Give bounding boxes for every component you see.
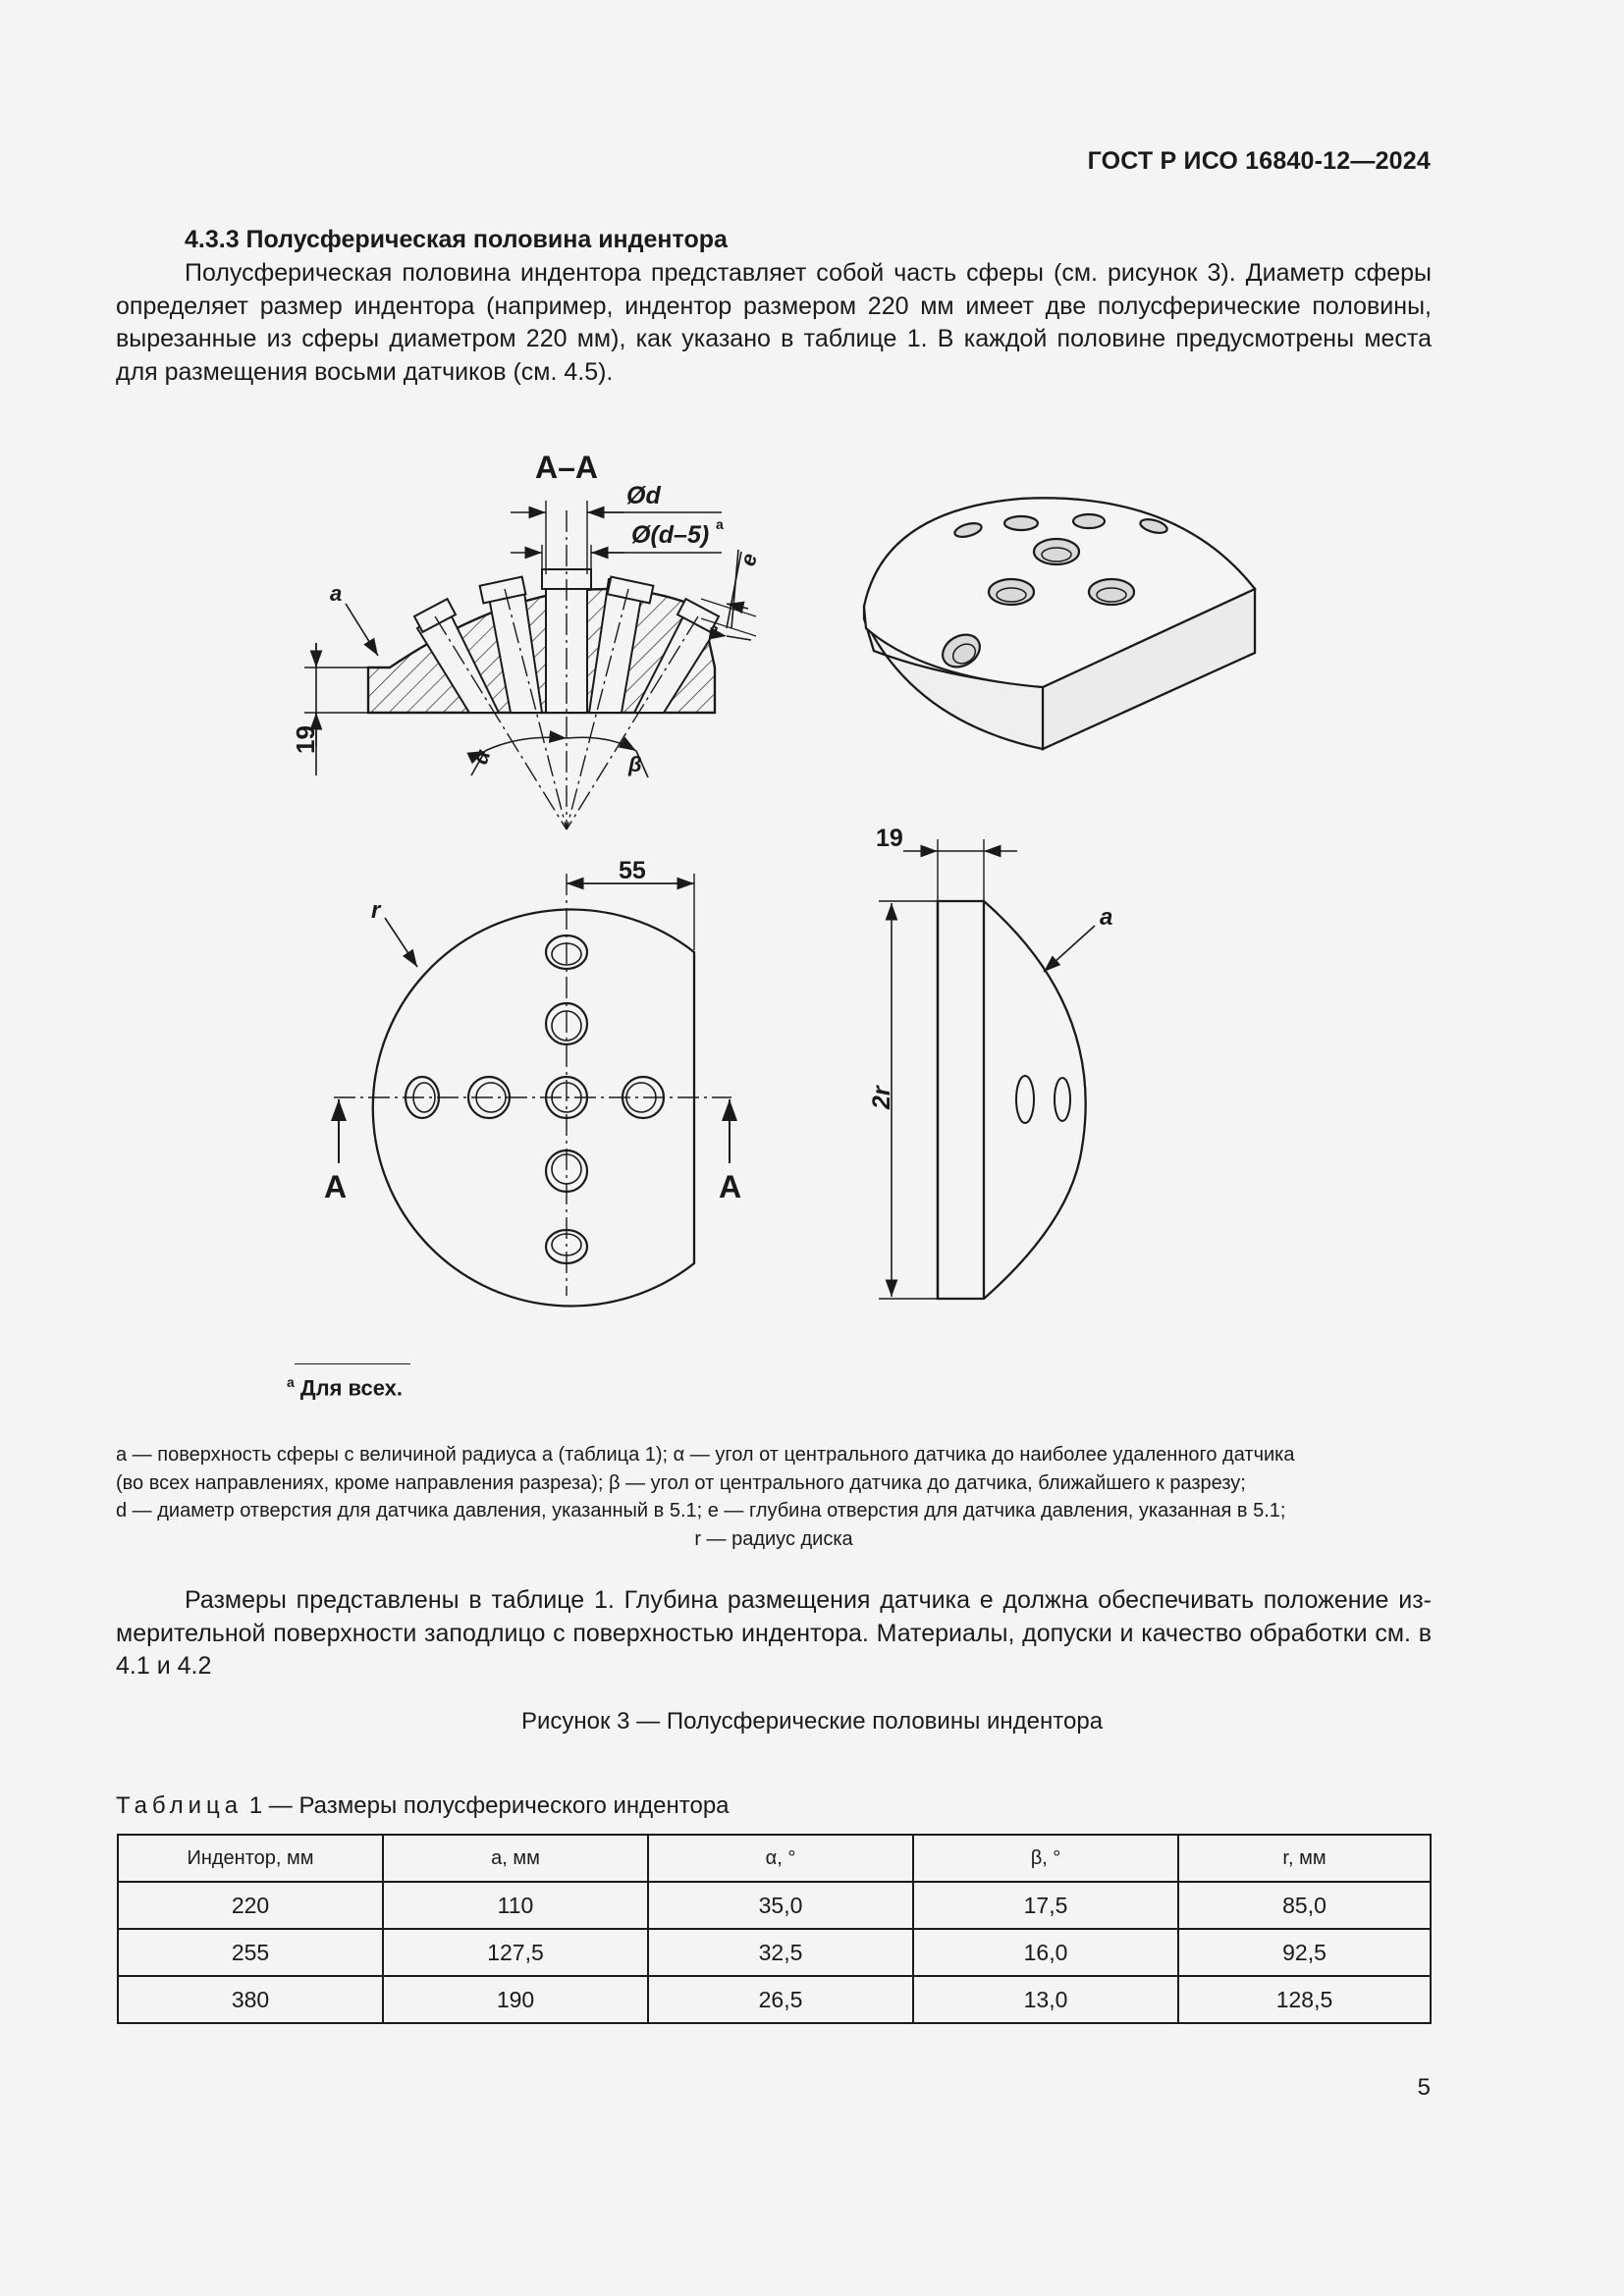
dim-2r-label: 2r — [868, 1086, 895, 1109]
beta-label: β — [628, 752, 642, 776]
table-row — [118, 1929, 1431, 1976]
dim-19-side-label: 19 — [876, 825, 903, 852]
table-cell: 190 — [383, 1976, 648, 2023]
table-title — [116, 1792, 730, 1820]
table-row — [118, 1882, 1431, 1929]
table-header-row — [118, 1835, 1431, 1882]
page-number: 5 — [1417, 2074, 1431, 2101]
isometric-view — [864, 498, 1255, 749]
table-cell: 32,5 — [648, 1929, 913, 1976]
section-view — [304, 501, 756, 829]
dim-19-label: 19 — [291, 725, 320, 754]
table-cell: 17,5 — [913, 1882, 1178, 1929]
surface-a-label: a — [330, 581, 343, 606]
figure-caption: Рисунок 3 — Полусферические половины индентора — [520, 1708, 1104, 1735]
radius-r-label: r — [371, 897, 381, 924]
table-cell: 128,5 — [1178, 1976, 1431, 2023]
legend-line: a — поверхность сферы с величиной радиуса a (таблица 1); α — угол от центрального датчика до наиболее удаленного датчика — [116, 1444, 1295, 1466]
table-cell: 127,5 — [383, 1929, 648, 1976]
table-cell: 13,0 — [913, 1976, 1178, 2023]
table-header: a, мм — [383, 1835, 648, 1882]
table-header: Индентор, мм — [118, 1835, 383, 1882]
section-heading: 4.3.3 Полусферическая половина индентора — [185, 226, 728, 253]
table-title-rest: 1 — Размеры полусферического индентора — [243, 1792, 730, 1819]
dim-d-label: Ød — [626, 482, 661, 509]
table-cell: 92,5 — [1178, 1929, 1431, 1976]
table-cell: 16,0 — [913, 1929, 1178, 1976]
table-title-word: Таблица — [116, 1792, 244, 1819]
table-cell: 85,0 — [1178, 1882, 1431, 1929]
footnote-text: Для всех. — [299, 1375, 404, 1401]
table-cell: 110 — [383, 1882, 648, 1929]
footnote-mark: a — [287, 1374, 295, 1390]
table-header: β, ° — [913, 1835, 1178, 1882]
side-view — [879, 839, 1095, 1299]
section-label: A–A — [535, 450, 599, 485]
table-header: r, мм — [1178, 1835, 1431, 1882]
surface-a-side-label: a — [1100, 904, 1113, 931]
footnote-divider — [295, 1363, 410, 1364]
table-cell: 35,0 — [648, 1882, 913, 1929]
table-cell: 220 — [118, 1882, 383, 1929]
top-view — [334, 874, 731, 1306]
figure-legend — [116, 1441, 1432, 1553]
legend-line: (во всех направлениях, кроме направления разреза); β — угол от центрального датчика до датчика, ближайшего к разрезу; — [116, 1471, 1246, 1494]
dim-55-label: 55 — [619, 857, 646, 884]
dim-e-label: e — [734, 551, 763, 569]
table-row — [118, 1976, 1431, 2023]
section-arrow-left-label: A — [324, 1169, 348, 1204]
dimensions-table — [117, 1834, 1432, 2024]
section-arrow-right-label: A — [719, 1169, 742, 1204]
alpha-label: α — [467, 746, 496, 768]
table-header: α, ° — [648, 1835, 913, 1882]
table-cell: 26,5 — [648, 1976, 913, 2023]
section-paragraph: Полусферическая половина индентора представляет собой часть сферы (см. рисунок 3). Диаметр сферы определяет размер индентора (например, индентор размером 220 мм имеет две полусферические половины, вырезанные из сферы диаметром 220 мм), как указано в таблице 1. В каждой половине предусмотрены места для размещения восьми датчиков (см. 4.5). — [116, 259, 1432, 386]
table-cell: 255 — [118, 1929, 383, 1976]
dim-d5-label: Ø(d–5) — [631, 521, 710, 549]
legend-line: r — радиус диска — [694, 1527, 853, 1550]
dim-d5-footnote-mark: a — [716, 516, 724, 532]
table-cell: 380 — [118, 1976, 383, 2023]
dimensions-paragraph: Размеры представлены в таблице 1. Глубина размещения датчика e должна обеспечивать положение измерительной поверхности заподлицо с поверхностью индентора. Материалы, допуски и качество обработки см. в 4.1 и 4.2 — [116, 1586, 1432, 1680]
figure-footnote — [287, 1374, 403, 1401]
legend-line: d — диаметр отверстия для датчика давления, указанный в 5.1; e — глубина отверстия для датчика давления, указанная в 5.1; — [116, 1500, 1286, 1522]
document-code: ГОСТ Р ИСО 16840-12—2024 — [1087, 147, 1431, 175]
